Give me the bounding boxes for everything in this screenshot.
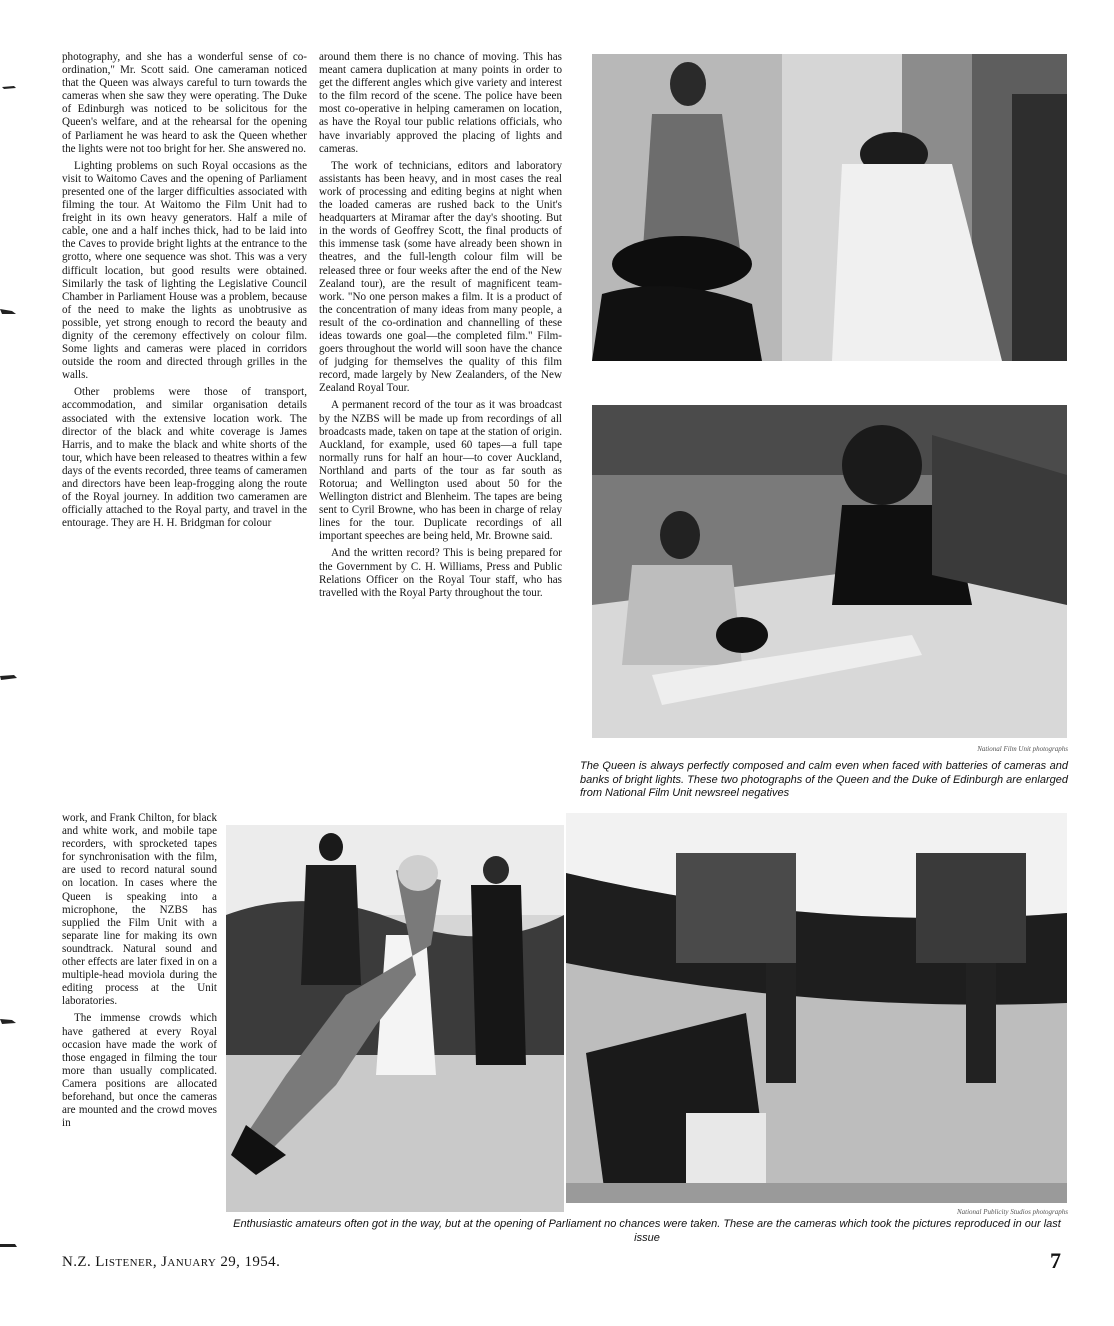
photo-parliament-cameras [566,813,1067,1203]
photo-queen-seated [592,54,1067,361]
article-paragraph: The work of technicians, editors and laboratory assistants has been heavy, and in most cases the real work of processing and editing begins at night when the loaded cameras are rushed back to the Unit's headquarters at Miramar after the day's shooting. But in the words of Geoffrey Scott, the final products of this immense task (some have already been shown in theatres, and the full-length colour film will be released three or four weeks after the end of the New Zealand tour), are the result of magnificent team-work. "No one person makes a film. It is a product of the concentration of many ideas from many people, a result of the co-ordination and channelling of these ideas towards one goal—the completed film." Film-goers throughout the world will soon have the chance of judging for themselves the quality of this film record, made largely by New Zealanders, of the New Zealand Royal Tour. [319,159,562,395]
article-paragraph: work, and Frank Chilton, for black and white work, and mobile tape recorders, with sprocketed tapes for synchronisation with the film, are used to record natural sound on location. In cases where the Queen is speaking into a microphone, the NZBS has supplied the Film Unit with a separate line for making its own soundtrack. Natural sound and other effects are later fixed in on a multiple-head moviola during the editing process at the Unit laboratories. [62,812,217,1008]
article-paragraph: Other problems were those of transport, accommodation, and similar organisation details associated with the extensive location work. The director of the black and white coverage is James Harris, and to make the black and white shorts of the tour, which have been released to theatres within a few days of the events recorded, three teams of cameramen and directors have been leap-frogging along the route of the Royal journey. In addition two cameramen are officially attached to the Royal party, and travel in the entourage. They are H. H. Bridgman for colour [62,386,307,530]
page-number: 7 [1050,1248,1061,1273]
photo-queen-and-duke-with-crowd [592,405,1067,738]
article-column-2 [319,51,562,604]
photo-caption: The Queen is always perfectly composed and calm even when faced with batteries of cameras and banks of bright lights. These two photographs of the Queen and the Duke of Edinburgh are enlarged from National Film Unit newsreel negatives [580,760,1068,799]
article-column-1-continued [62,812,217,1134]
photo-amateur-photographer [226,825,564,1212]
publication-footer: N.Z. Listener, January 29, 1954. [62,1254,281,1270]
article-paragraph: The immense crowds which have gathered at every Royal occasion have made the work of those engaged in filming the tour more than usually complicated. Camera positions are allocated beforehand, but once the cameras are mounted and the crowd moves in [62,1012,217,1130]
article-paragraph: around them there is no chance of moving. This has meant camera duplication at many points in order to get the different angles which give variety and interest to the film record of the scene. The police have been most co-operative in helping cameramen on location, as have the Royal tour public relations officials, who have invariably approved the placing of lights and cameras. [319,51,562,155]
margin-mark [0,1012,18,1020]
article-paragraph: And the written record? This is being prepared for the Government by C. H. Williams, Press and Public Relations Officer on the Royal Tour staff, who has travelled with the Royal Party throughout the tour. [319,547,562,599]
photo-caption: Enthusiastic amateurs often got in the way, but at the opening of Parliament no chances were taken. These are the cameras which took the pictures reproduced in our last issue [233,1218,1061,1244]
article-paragraph: A permanent record of the tour as it was broadcast by the NZBS will be made up from recordings of all broadcasts made, taken on tape at the station of origin. Auckland, for example, used 60 tapes—a full tape normally runs for half an hour—to cover Auckland, Northland and parts of the tour as far south as Rotorua; and Wellington used about 50 for the Wellington district and Blenheim. The tapes are being sent to Cyril Browne, who has been in charge of relay lines for the tour. Duplicate recordings of all important speeches are being held, Mr. Browne said. [319,399,562,543]
margin-mark [0,1236,18,1244]
margin-mark [0,302,18,310]
margin-mark [0,668,18,676]
article-paragraph: Lighting problems on such Royal occasions as the visit to Waitomo Caves and the opening of Parliament presented one of the larger difficulties associated with filming the tour. At Waitomo the Film Unit had to freight in its own heavy generators. Half a mile of cable, one and a half inches thick, had to be laid into the Caves to provide bright lights at the entrance to the grotto, where one sequence was shot. This was a very difficult location, but good results were obtained. Similarly the task of lighting the Legislative Council Chamber in Parliament House was a problem, because of the need to make the lights as unobtrusive as possible, yet strong enough to record the beauty and dignity of the ceremony effectively on colour film. Some lights and cameras were placed in corridors outside the room and directed through grilles in the walls. [62,159,307,382]
article-paragraph: photography, and she has a wonderful sense of co-ordination," Mr. Scott said. One cameraman noticed that the Queen was always careful to turn towards the cameras when she saw they were operating. The Duke of Edinburgh was noticed to be solicitous for the Queen's welfare, and at the rehearsal for the opening of Parliament he was heard to ask the Queen whether the lights were not too bright for her. She answered no. [62,51,307,155]
article-column-1 [62,51,307,534]
photo-credit: National Film Unit photographs [977,745,1068,753]
margin-mark [0,78,18,86]
photo-credit: National Publicity Studios photographs [956,1208,1068,1216]
